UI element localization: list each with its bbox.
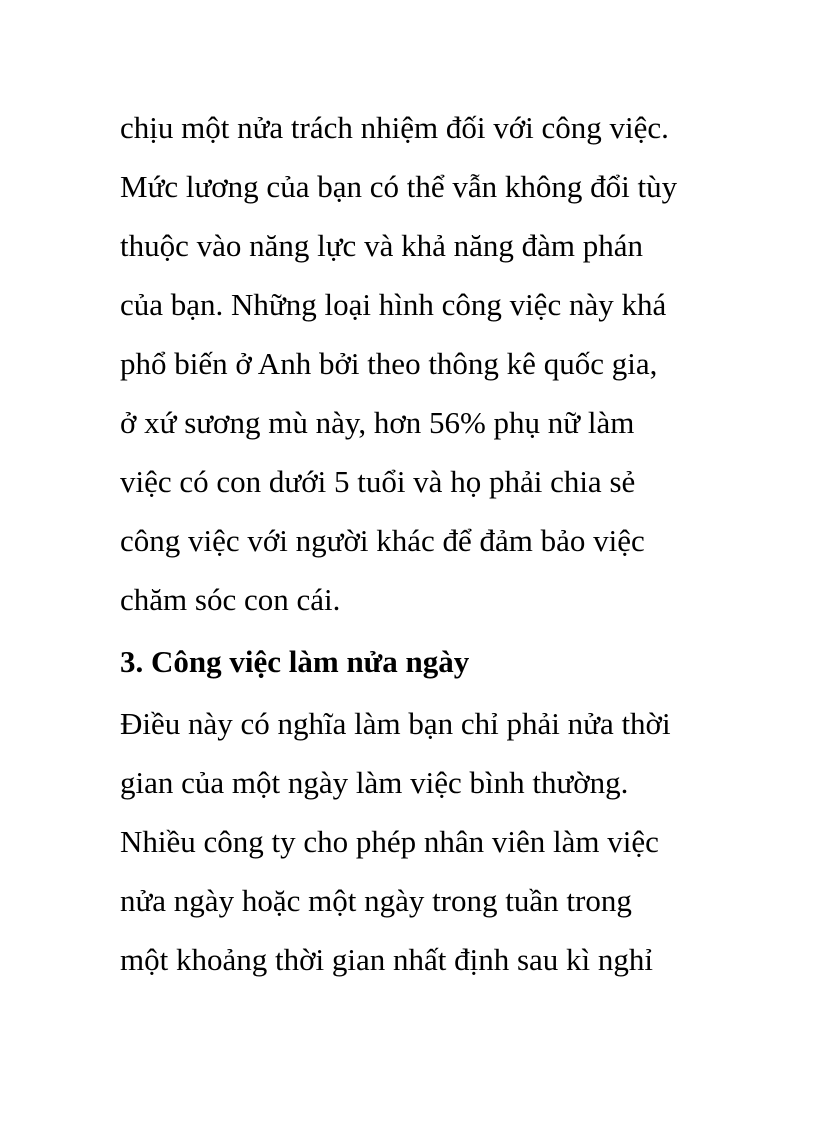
paragraph-line: phổ biến ở Anh bởi theo thông kê quốc gia,: [120, 346, 658, 381]
paragraph-line: một khoảng thời gian nhất định sau kì nghỉ: [120, 942, 654, 977]
paragraph-line: chịu một nửa trách nhiệm đối với công việc.: [120, 110, 669, 145]
paragraph-1: [120, 98, 760, 629]
paragraph-line: Điều này có nghĩa làm bạn chỉ phải nửa thời: [120, 706, 671, 741]
section-heading: 3. Công việc làm nửa ngày: [120, 644, 470, 679]
paragraph-line: gian của một ngày làm việc bình thường.: [120, 765, 629, 800]
document-body: [120, 98, 760, 989]
paragraph-line: việc có con dưới 5 tuổi và họ phải chia sẻ: [120, 464, 636, 499]
paragraph-line: Mức lương của bạn có thể vẫn không đổi tùy: [120, 169, 678, 204]
paragraph-line: công việc với người khác để đảm bảo việc: [120, 523, 645, 558]
paragraph-line: ở xứ sương mù này, hơn 56% phụ nữ làm: [120, 405, 635, 440]
paragraph-2: [120, 694, 760, 989]
paragraph-line: chăm sóc con cái.: [120, 582, 341, 617]
paragraph-line: nửa ngày hoặc một ngày trong tuần trong: [120, 883, 632, 918]
paragraph-line: Nhiều công ty cho phép nhân viên làm việc: [120, 824, 659, 859]
paragraph-line: thuộc vào năng lực và khả năng đàm phán: [120, 228, 643, 263]
paragraph-line: của bạn. Những loại hình công việc này khá: [120, 287, 667, 322]
